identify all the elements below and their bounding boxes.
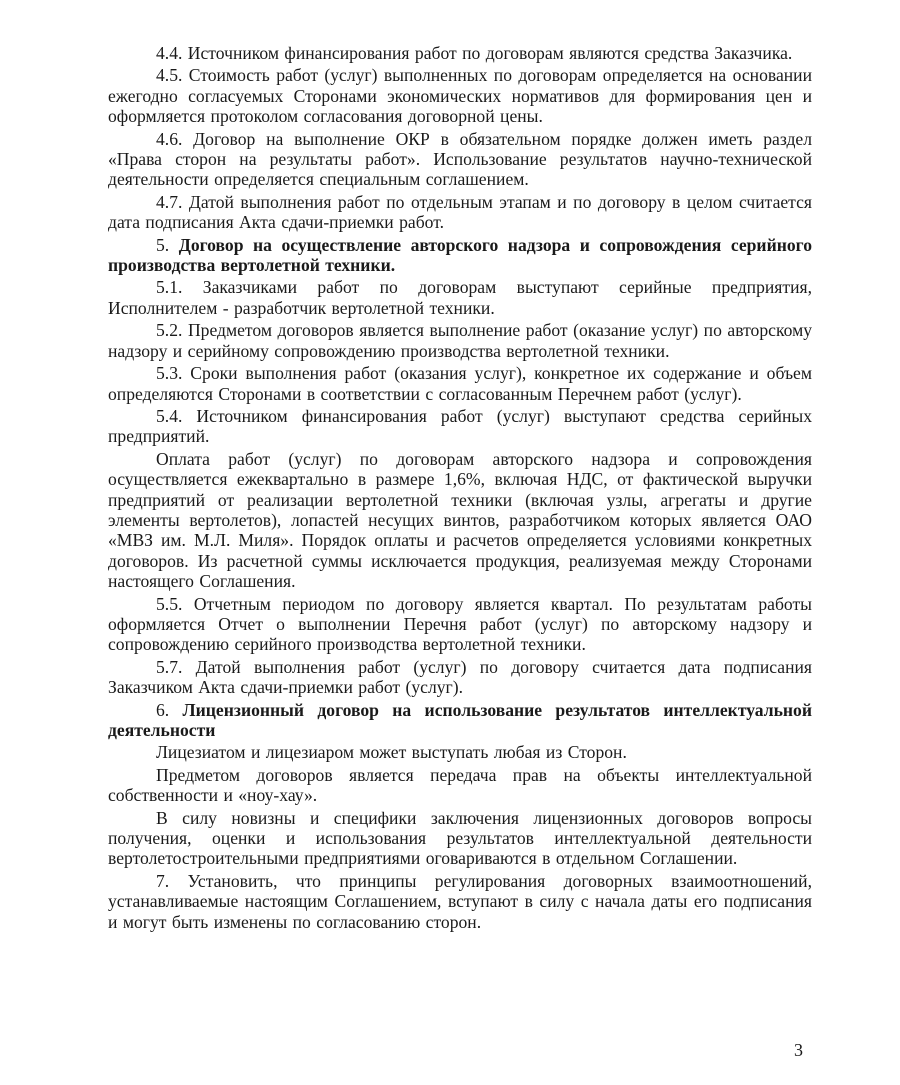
paragraph-5-1: 5.1. Заказчиками работ по договорам выступают серийные предприятия, Исполнителем - разработчик вертолетной техники. (108, 277, 812, 318)
paragraph-5-5: 5.5. Отчетным периодом по договору является квартал. По результатам работы оформляется Отчет о выполнении Перечня работ (услуг) по авторскому надзору и сопровождению серийного производства вертолетной техники. (108, 593, 812, 655)
paragraph-7: 7. Установить, что принципы регулирования договорных взаимоотношений, устанавливаемые настоящим Соглашением, вступают в силу с начала даты его подписания и могут быть изменены по согласованию сторон. (108, 870, 812, 932)
paragraph-5-2: 5.2. Предметом договоров является выполнение работ (оказание услуг) по авторскому надзору и серийному сопровождению производства вертолетной техники. (108, 320, 812, 361)
paragraph-4-5: 4.5. Стоимость работ (услуг) выполненных по договорам определяется на основании ежегодно согласуемых Сторонами экономических нормативов для формирования цен и оформляется протоколом согласования договорной цены. (108, 65, 812, 127)
section-6-heading (108, 700, 812, 741)
paragraph-licensee: Лицезиатом и лицезиаром может выступать любая из Сторон. (156, 742, 627, 763)
paragraph-4-7: 4.7. Датой выполнения работ по отдельным этапам и по договору в целом считается дата подписания Акта сдачи-приемки работ. (108, 191, 812, 233)
page-number: 3 (794, 1040, 803, 1060)
paragraph-5-7: 5.7. Датой выполнения работ (услуг) по договору считается дата подписания Заказчиком Акта сдачи-приемки работ (услуг). (108, 656, 812, 698)
document-page (108, 43, 812, 934)
paragraph-payment: Оплата работ (услуг) по договорам авторского надзора и сопровождения осуществляется ежеквартально в размере 1,6%, включая НДС, от фактической выручки предприятий от реализации вертолетной техники (включая узлы, агрегаты и другие элементы вертолетов), лопастей несущих винтов, разработчиком которых является ОАО «МВЗ им. М.Л. Миля». Порядок оплаты и расчетов определяется условиями конкретных договоров. Из расчетной суммы исключается продукция, реализуемая между Сторонами настоящего Соглашения. (108, 448, 812, 592)
paragraph-4-4: 4.4. Источником финансирования работ по договорам являются средства Заказчика. (156, 43, 793, 63)
paragraph-5-4: 5.4. Источником финансирования работ (услуг) выступают средства серийных предприятий. (108, 405, 812, 447)
section-5-title: Договор на осуществление авторского надзора и сопровождения серийного производства вертолетной техники. (108, 234, 812, 276)
paragraph-subject: Предметом договоров является передача прав на объекты интеллектуальной собственности и «ноу-хау». (108, 764, 812, 806)
paragraph-5-3: 5.3. Сроки выполнения работ (оказания услуг), конкретное их содержание и объем определяются Сторонами в соответствии с согласованным Перечнем работ (услуг). (108, 363, 812, 404)
section-6-number: 6. (156, 699, 170, 720)
paragraph-novelty: В силу новизны и специфики заключения лицензионных договоров вопросы получения, оценки и использования результатов интеллектуальной деятельности вертолетостроительными предприятиями оговариваются в отдельном Соглашении. (108, 807, 812, 869)
section-5-heading (108, 235, 812, 276)
section-6-title: Лицензионный договор на использование результатов интеллектуальной деятельности (108, 699, 812, 740)
paragraph-4-6: 4.6. Договор на выполнение ОКР в обязательном порядке должен иметь раздел «Права сторон на результаты работ». Использование результатов научно-технической деятельности определяется специальным соглашением. (108, 128, 812, 190)
section-5-number: 5. (156, 234, 170, 255)
